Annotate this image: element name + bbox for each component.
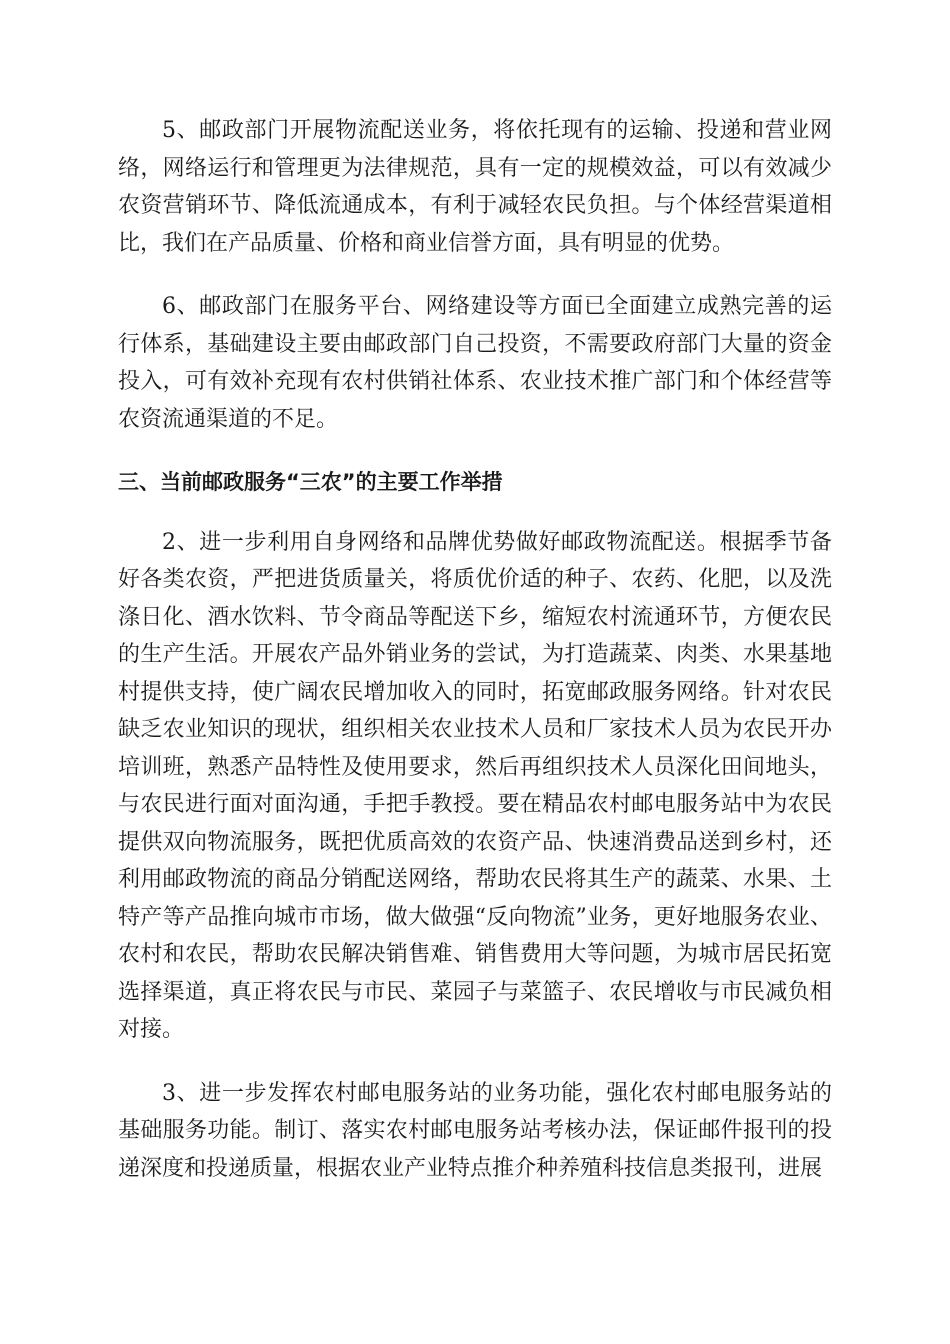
- document-page: [118, 112, 832, 1187]
- paragraph-item-3: 3、进一步发挥农村邮电服务站的业务功能，强化农村邮电服务站的基础服务功能。制订、落实农村邮电服务站考核办法，保证邮件报刊的投递深度和投递质量，根据农业产业特点推介种养殖科技信息类报刊，进展: [118, 1080, 832, 1181]
- paragraph-item-2: 2、进一步利用自身网络和品牌优势做好邮政物流配送。根据季节备好各类农资，严把进货质量关，将质优价适的种子、农药、化肥，以及洗涤日化、酒水饮料、节令商品等配送下乡，缩短农村流通环节，方便农民的生产生活。开展农产品外销业务的尝试，为打造蔬菜、肉类、水果基地村提供支持，使广阔农民增加收入的同时，拓宽邮政服务网络。针对农民缺乏农业知识的现状，组织相关农业技术人员和厂家技术人员为农民开办培训班，熟悉产品特性及使用要求，然后再组织技术人员深化田间地头，与农民进行面对面沟通，手把手教授。要在精品农村邮电服务站中为农民提供双向物流服务，既把优质高效的农资产品、快速消费品送到乡村，还利用邮政物流的商品分销配送网络，帮助农民将其生产的蔬菜、水果、土特产等产品推向城市市场，做大做强“反向物流”业务，更好地服务农业、农村和农民，帮助农民解决销售难、销售费用大等问题，为城市居民拓宽选择渠道，真正将农民与市民、菜园子与菜篮子、农民增收与市民减负相对接。: [118, 529, 832, 1042]
- paragraph-item-5: 5、邮政部门开展物流配送业务，将依托现有的运输、投递和营业网络，网络运行和管理更为法律规范，具有一定的规模效益，可以有效减少农资营销环节、降低流通成本，有利于减轻农民负担。与个体经营渠道相比，我们在产品质量、价格和商业信誉方面，具有明显的优势。: [118, 118, 832, 256]
- paragraph-item-6: 6、邮政部门在服务平台、网络建设等方面已全面建立成熟完善的运行体系，基础建设主要由邮政部门自己投资，不需要政府部门大量的资金投入，可有效补充现有农村供销社体系、农业技术推广部门和个体经营等农资流通渠道的不足。: [118, 294, 832, 432]
- section-heading-3: 三、当前邮政服务“三农”的主要工作举措: [118, 470, 503, 494]
